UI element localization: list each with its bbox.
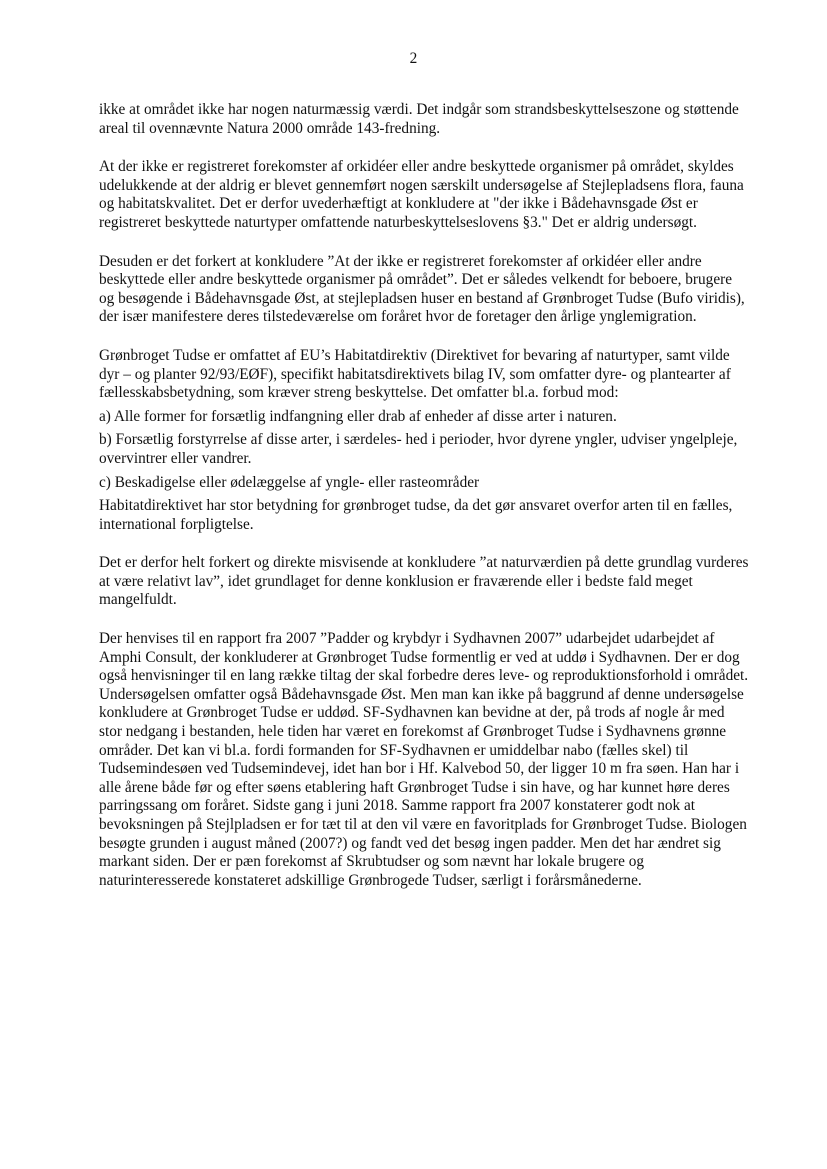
paragraph-2007-report: Der henvises til en rapport fra 2007 ”Padder og krybdyr i Sydhavnen 2007” udarbejdet udarbejdet af Amphi Consult, der konkluderer at Grønbroget Tudse formentlig er ved at uddø i Sydhavnen. Der er dog også henvisninger til en lang række tiltag der skal forbedre deres leve- og reproduktionsforhold i området. Undersøgelsen omfatter også Bådehavnsgade Øst. Men man kan ikke på baggrund af denne undersøgelse konkludere at Grønbroget Tudse er uddød. SF-Sydhavnen kan bevidne at der, på trods af nogle år med stor nedgang i bestanden, hele tiden har været en forekomst af Grønbroget Tudse i Sydhavnens grønne områder. Det kan vi bl.a. fordi formanden for SF-Sydhavnen er umiddelbar nabo (fælles skel) til Tudsemindesøen ved Tudsemindevej, idet han bor i Hf. Kalvebod 50, der ligger 10 m fra søen. Han har i alle årene både før og efter søens etablering haft Grønbroget Tudse i sin have, og har kunnet høre deres parringssang om foråret. Sidste gang i juni 2018. Samme rapport fra 2007 konstaterer godt nok at bevoksningen på Stejlpladsen er for tæt til at den vil være en favoritplads for Grønbroget Tudse. Biologen besøgte grunden i august måned (2007?) og fandt ved det besøg ingen padder. Men det har ændret sig markant siden. Der er pæn forekomst af Skrubtudser og som nævnt har lokale brugere og naturinteresserede konstateret adskillige Grønbrogede Tudser, særligt i forårsmånederne. [99, 630, 749, 889]
page-number: 2 [409, 50, 418, 67]
list-item-a: a) Alle former for forsætlig indfangning eller drab af enheder af disse arter i naturen. [99, 407, 617, 425]
paragraph-misleading-conclusion: Det er derfor helt forkert og direkte misvisende at konkludere ”at naturværdien på dette grundlag vurderes at være relativt lav”, idet grundlaget for denne konklusion er fraværende eller i bedste fald meget mangelfuldt. [99, 554, 749, 609]
document-body [99, 101, 749, 910]
paragraph-green-toad-population: Desuden er det forkert at konkludere ”At der ikke er registreret forekomster af orkidéer eller andre beskyttede eller andre beskyttede organismer på området”. Det er således velkendt for beboere, brugere og besøgende i Bådehavnsgade Øst, at stejlepladsen huser en bestand af Grønbroget Tudse (Bufo viridis), der især manifestere deres tilstedeværelse om foråret hvor de foretager den årlige ynglemigration. [99, 252, 745, 326]
list-item-c: c) Beskadigelse eller ødelæggelse af yngle- eller rasteområder [99, 473, 480, 491]
paragraph-natura-2000: ikke at området ikke har nogen naturmæssig værdi. Det indgår som strandsbeskyttelseszone og støttende areal til ovennævnte Natura 2000 område 143-fredning. [99, 101, 739, 137]
list-item-b: b) Forsætlig forstyrrelse af disse arter, i særdeles- hed i perioder, hvor dyrene yngler, udviser yngelpleje, overvintrer eller vandrer. [99, 431, 738, 467]
paragraph-directive-significance: Habitatdirektivet har stor betydning for grønbroget tudse, da det gør ansvaret overfor arten til en fælles, international forpligtelse. [99, 497, 733, 533]
paragraph-habitat-directive: Grønbroget Tudse er omfattet af EU’s Habitatdirektiv (Direktivet for bevaring af naturtyper, samt vilde dyr – og planter 92/93/EØF), specifikt habitatsdirektivets bilag IV, som omfatter dyre- og plantearter af fællesskabsbetydning, som kræver streng beskyttelse. Det omfatter bl.a. forbud mod: [99, 346, 731, 402]
paragraph-no-registered-orchids: At der ikke er registreret forekomster af orkidéer eller andre beskyttede organismer på området, skyldes udelukkende at der aldrig er blevet gennemført nogen særskilt undersøgelse af Stejlepladsens flora, fauna og habitatskvalitet. Det er derfor uvederhæftigt at konkludere at "der ikke i Bådehavnsgade Øst er registreret beskyttede naturtyper omfattende naturbeskyttelseslovens §3." Det er aldrig undersøgt. [99, 158, 744, 231]
